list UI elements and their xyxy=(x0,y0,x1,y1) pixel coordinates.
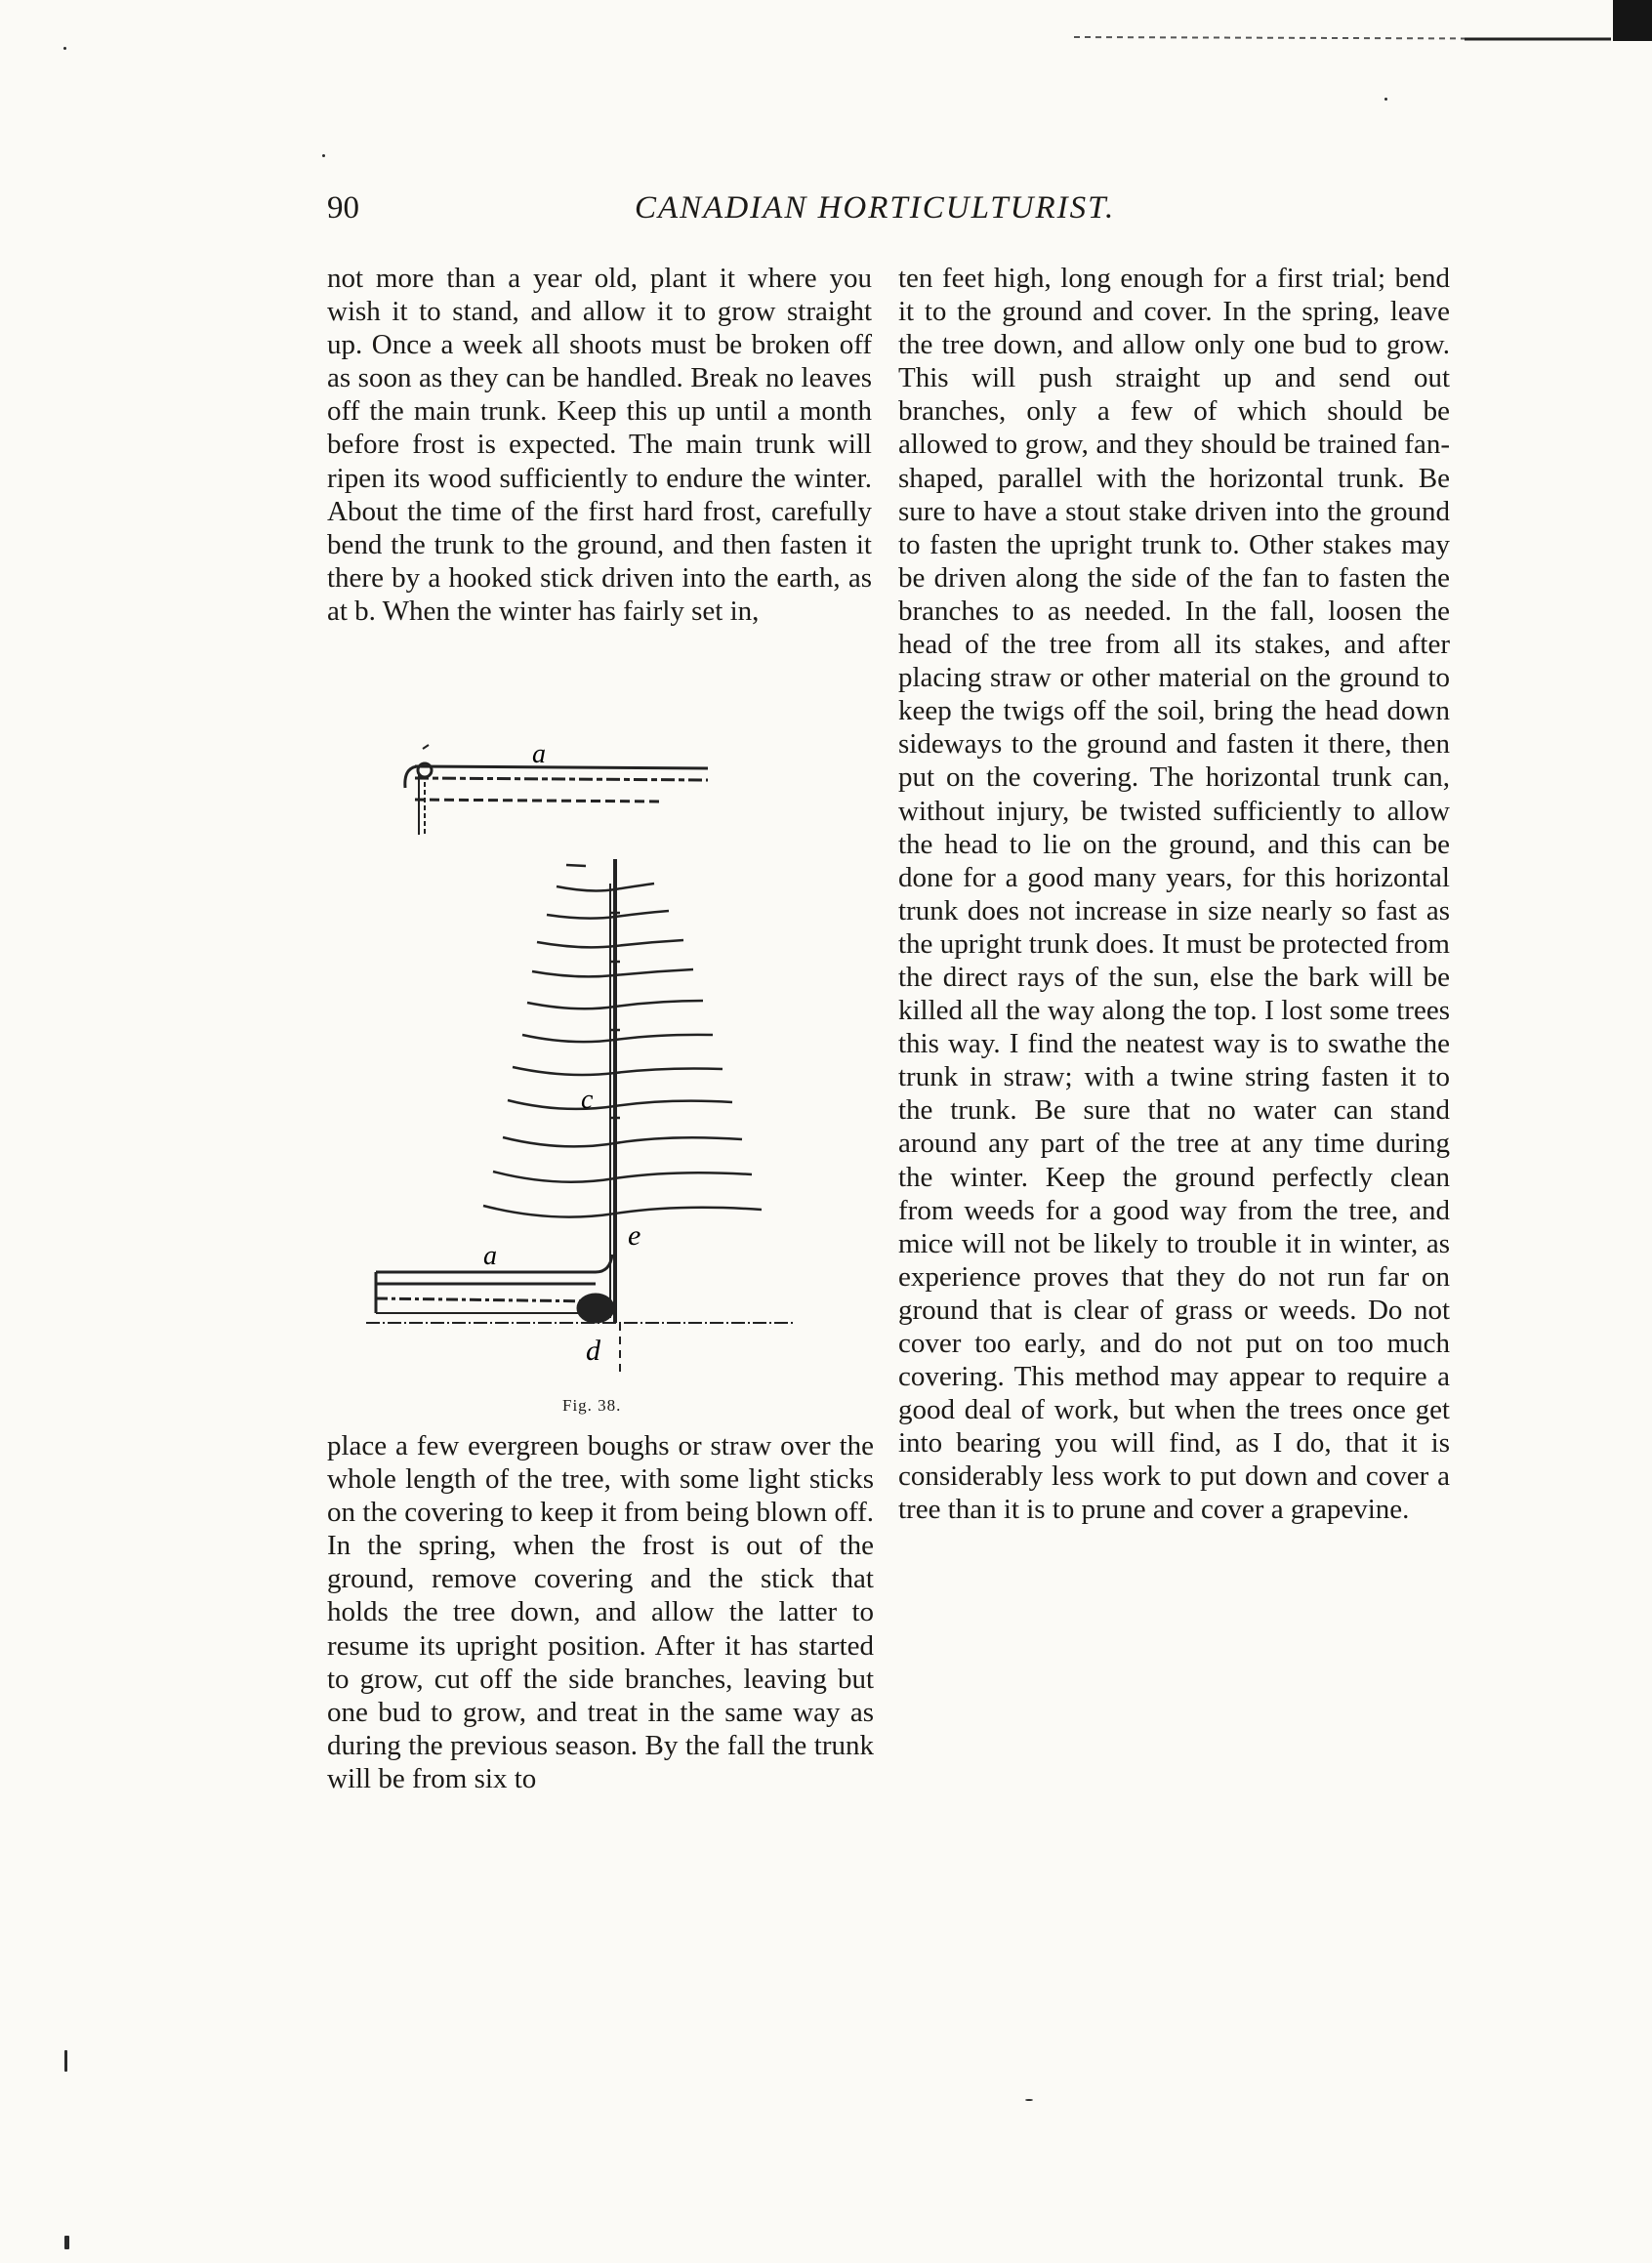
fan-tree xyxy=(483,859,762,1323)
figure-label-a-bottom: a xyxy=(483,1241,497,1271)
dust-speck xyxy=(64,2050,67,2072)
left-column-top xyxy=(327,262,872,628)
bottom-bent-trunk xyxy=(366,1255,796,1372)
paragraph: place a few evergreen boughs or straw over the whole length of the tree, with some light sticks on the covering to keep it from being blown off. In the spring, when the frost is out of the ground, remove covering and the stick that holds the tree down, and allow the latter to resume its upright position. After it has started to grow, cut off the side branches, leaving but one bud to grow, and treat in the same way as during the previous season. By the fall the trunk will be from six to xyxy=(327,1430,874,1794)
dust-speck xyxy=(1025,2099,1033,2101)
left-column-bottom xyxy=(327,1429,874,1795)
top-bent-trunk xyxy=(405,745,708,835)
figure-caption: Fig. 38. xyxy=(562,1396,622,1415)
dust-speck xyxy=(64,2236,69,2249)
dust-speck xyxy=(322,154,325,157)
scan-edge-line xyxy=(0,0,1652,59)
figure-label-d: d xyxy=(586,1335,600,1367)
paragraph: ten feet high, long enough for a first trial; bend it to the ground and cover. In the spring, leave the tree down, and allow only one bud to grow. This will push straight up and send out branches, only a few of which should be allowed to grow, and they should be trained fan-shaped, parallel with the horizontal trunk. Be sure to have a stout stake driven into the ground to fasten the upright trunk to. Other stakes may be driven along the side of the fan to fasten the branches to as needed. In the fall, loosen the head of the tree from all its stakes, and after placing straw or other material on the ground to keep the twigs off the soil, bring the head down sideways to the ground and fasten it there, then put on the covering. The horizontal trunk can, without injury, be twisted sufficiently to allow the head to lie on the ground, and this can be done for a good many years, for this horizontal trunk does not increase in size nearly so fast as the upright trunk does. It must be protected from the direct rays of the sun, else the bark will be killed all the way along the top. I lost some trees this way. I find the neatest way is to swathe the trunk in straw; with a twine string fasten it to the trunk. Be sure that no water can stand around any part of the tree at any time during the winter. Keep the ground perfectly clean from weeds for a good way from the tree, and mice will not be likely to trouble it in winter, as experience proves that they do not run far on ground that is clear of grass or weeds. Do not cover too early, and do not put on too much covering. This method may appear to require a good deal of work, but when the trees once get into bearing you will find, as I do, that it is considerably less work to put down and cover a tree than it is to prune and cover a grapevine. xyxy=(898,263,1450,1526)
dust-speck xyxy=(1384,98,1387,101)
right-column xyxy=(898,262,1450,1527)
paragraph: not more than a year old, plant it where you wish it to stand, and allow it to grow straight up. Once a week all shoots must be broken off as soon as they can be handled. Break no leaves off the main trunk. Keep this up until a month before frost is expected. The main trunk will ripen its wood sufficiently to endure the winter. About the time of the first hard frost, carefully bend the trunk to the ground, and then fasten it there by a hooked stick driven into the earth, as at b. When the winter has fairly set in, xyxy=(327,263,872,627)
page-number: 90 xyxy=(327,190,359,226)
figure-label-e: e xyxy=(628,1219,641,1252)
running-title: CANADIAN HORTICULTURIST. xyxy=(635,190,1116,226)
figure-label-a-top: a xyxy=(532,739,546,769)
scan-corner-mark xyxy=(1613,0,1652,41)
figure-label-c: c xyxy=(581,1085,594,1115)
dust-speck xyxy=(63,47,66,50)
tree-training-figure xyxy=(347,737,854,1391)
